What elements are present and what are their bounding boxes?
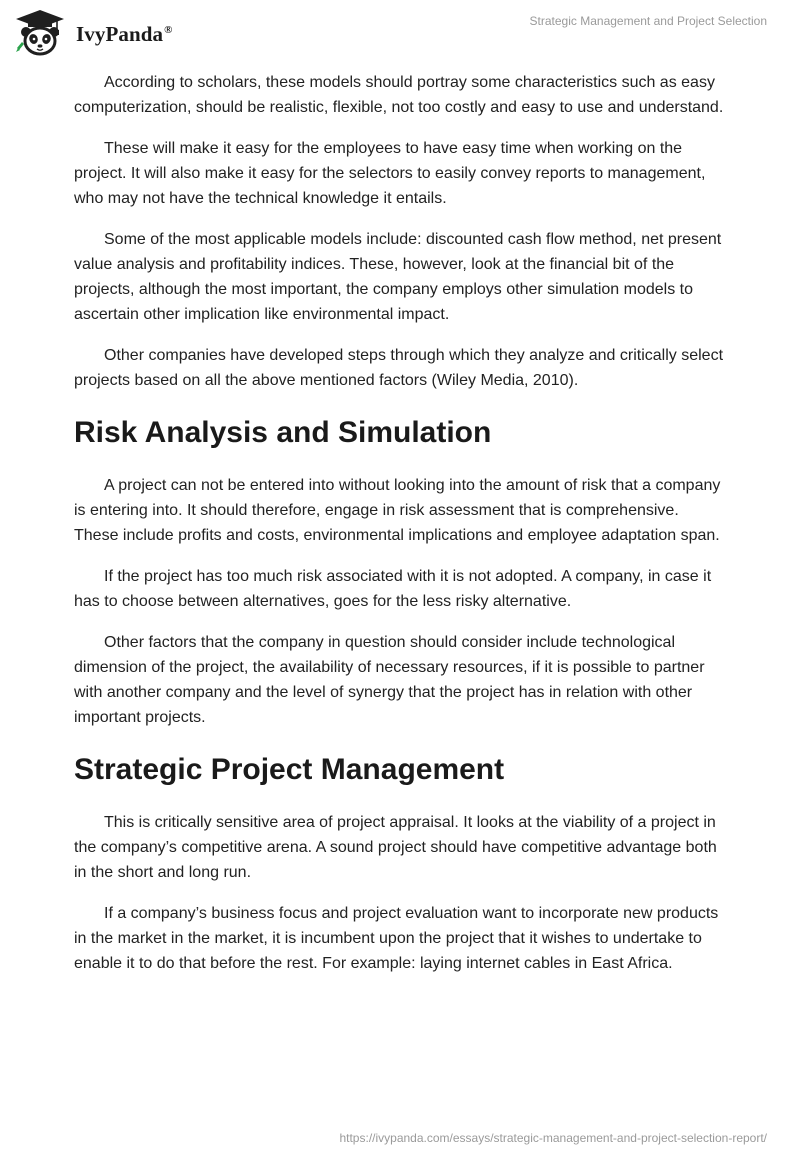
paragraph: According to scholars, these models should portray some characteristics such as easy computerization, should be realistic, flexible, not too costly and easy to use and understand. <box>74 74 724 116</box>
source-url[interactable]: https://ivypanda.com/essays/strategic-management-and-project-selection-report/ <box>339 1131 767 1145</box>
page-header <box>0 0 800 60</box>
essay-content <box>74 70 726 992</box>
paragraph: Some of the most applicable models include: discounted cash flow method, net present value analysis and profitability indices. These, however, look at the financial bit of the projects, although the most important, the company employs other simulation models to ascertain other implication like environmental impact. <box>74 231 722 323</box>
registered-mark: ® <box>164 23 173 36</box>
section-heading-risk-analysis: Risk Analysis and Simulation <box>74 416 492 449</box>
paragraph: Other companies have developed steps through which they analyze and critically select projects based on all the above mentioned factors (Wiley Media, 2010). <box>74 347 724 389</box>
brand-name <box>76 22 173 47</box>
paragraph: These will make it easy for the employees to have easy time when working on the project. It will also make it easy for the selectors to easily convey reports to management, who may not have the technical knowledge it entails. <box>74 140 706 207</box>
paragraph: A project can not be entered into without looking into the amount of risk that a company is entering into. It should therefore, engage in risk assessment that is comprehensive. These include profits and costs, environmental implications and employee adaptation span. <box>74 477 721 544</box>
document-title: Strategic Management and Project Selection <box>529 14 767 28</box>
panda-graduate-icon <box>14 8 66 58</box>
ivypanda-logo[interactable] <box>14 8 173 58</box>
paragraph: If the project has too much risk associated with it is not adopted. A company, in case it has to choose between alternatives, goes for the less risky alternative. <box>74 568 712 610</box>
paragraph: This is critically sensitive area of project appraisal. It looks at the viability of a project in the company’s competitive arena. A sound project should have competitive advantage both in the short and long run. <box>74 814 717 881</box>
brand-name-text: IvyPanda <box>76 21 164 46</box>
paragraph: Other factors that the company in question should consider include technological dimension of the project, the availability of necessary resources, if it is possible to partner with another company and the level of synergy that the project has in relation with other important projects. <box>74 634 705 726</box>
paragraph: If a company’s business focus and project evaluation want to incorporate new products in the market in the market, it is incumbent upon the project that it wishes to undertake to enable it to do that before the rest. For example: laying internet cables in East Africa. <box>74 905 719 972</box>
section-heading-strategic-project-management: Strategic Project Management <box>74 753 505 786</box>
